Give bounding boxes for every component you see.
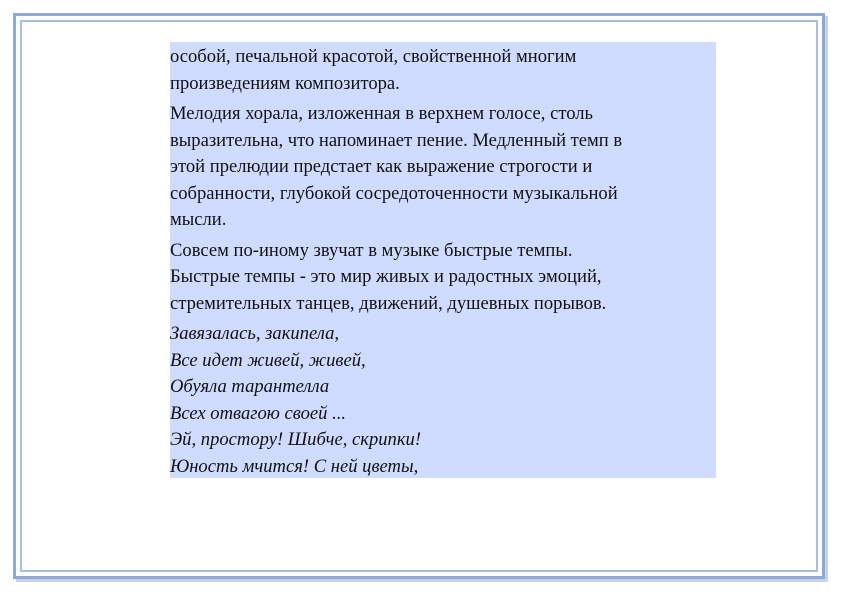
paragraph-3: [170, 238, 716, 318]
text-line: выразительна, что напоминает пение. Медленный темп в: [170, 129, 623, 151]
text-line: произведениям композитора.: [170, 72, 400, 94]
text-line: особой, печальной красотой, свойственной многим: [170, 46, 577, 67]
text-line: мысли.: [170, 209, 227, 230]
frame-shadow-bottom: [16, 579, 828, 582]
poem-stanza: [170, 321, 716, 480]
text-box: [170, 42, 716, 478]
poem-line: Эй, простору! Шибче, скрипки!: [170, 429, 422, 450]
poem-line: Юность мчится! С ней цветы,: [170, 455, 419, 477]
poem-line: Обуяла тарантелла: [170, 376, 330, 397]
text-line: Мелодия хорала, изложенная в верхнем голосе, столь: [170, 103, 594, 124]
text-line: Совсем по-иному звучат в музыке быстрые темпы.: [170, 239, 573, 261]
text-line: этой прелюдии предстает как выражение строгости и: [170, 156, 593, 177]
text-line: Быстрые темпы - это мир живых и радостных эмоций,: [170, 266, 602, 287]
poem-line: Завязалась, закипела,: [170, 323, 340, 344]
poem-line: Всех отвагою своей ...: [170, 402, 347, 424]
text-line: собранности, глубокой сосредоточенности музыкальной: [170, 182, 618, 204]
text-line: стремительных танцев, движений, душевных порывов.: [170, 292, 607, 314]
paragraph-2: [170, 101, 716, 234]
frame-shadow-right: [825, 16, 828, 582]
poem-line: Все идет живей, живей,: [170, 349, 366, 371]
paragraph-1: [170, 44, 716, 97]
